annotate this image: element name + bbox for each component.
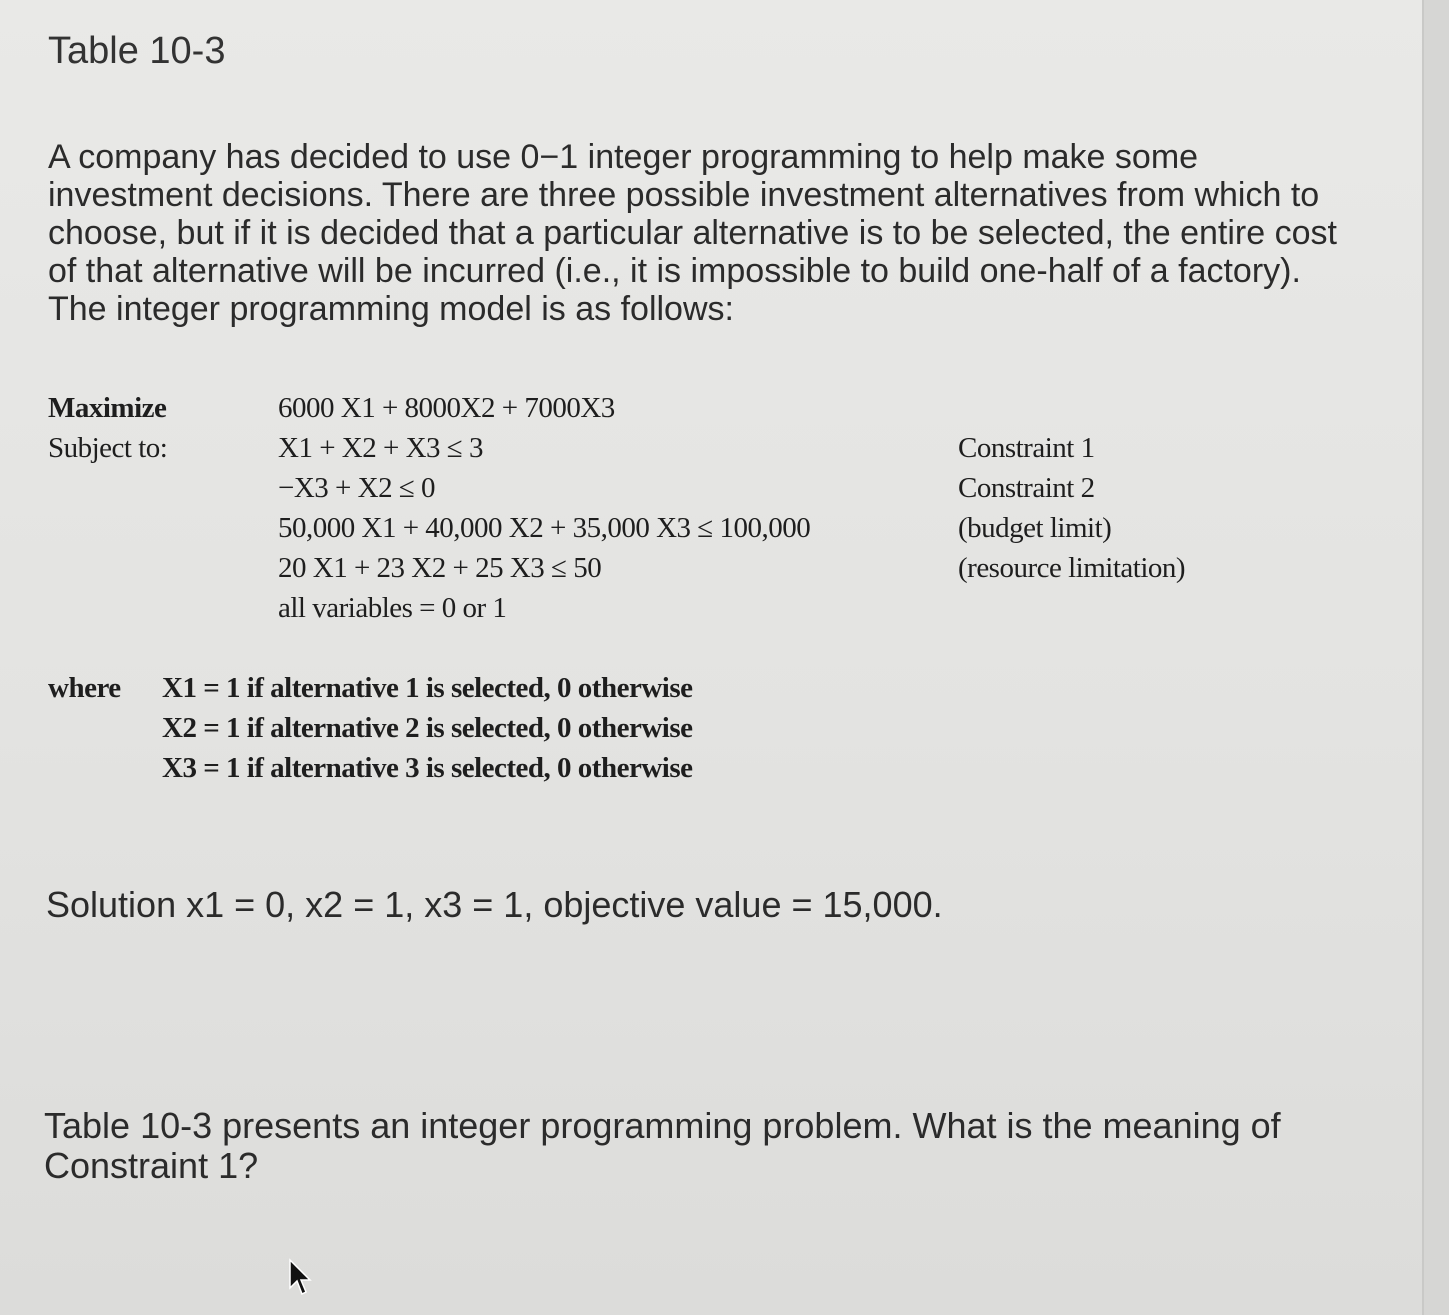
problem-description: A company has decided to use 0−1 integer programming to help make some investment decisions. There are three possible investment alternatives from which to choose, but if it is decided that a particular alternative is to be selected, the entire cost of that alternative will be incurred (i.e., it is impossible to build one-half of a factory). The integer programming model is as follows: (48, 138, 1337, 328)
subject-to-label: Subject to: (48, 432, 168, 464)
objective-function: 6000 X1 + 8000X2 + 7000X3 (278, 392, 615, 424)
page-edge-strip (1424, 0, 1449, 1315)
constraint-expression: 50,000 X1 + 40,000 X2 + 35,000 X3 ≤ 100,000 (278, 512, 811, 544)
constraint-expression: −X3 + X2 ≤ 0 (278, 472, 436, 504)
question-text: Table 10-3 presents an integer programming problem. What is the meaning of Constraint 1? (44, 1105, 1281, 1186)
constraint-note: Constraint 2 (958, 472, 1095, 504)
constraint-expression: all variables = 0 or 1 (278, 592, 507, 624)
constraint-expression: X1 + X2 + X3 ≤ 3 (278, 432, 483, 464)
constraint-note: (budget limit) (958, 512, 1112, 544)
constraint-note: Constraint 1 (958, 432, 1095, 464)
constraint-note: (resource limitation) (958, 552, 1186, 584)
where-label: where (48, 672, 121, 704)
solution-statement: Solution x1 = 0, x2 = 1, x3 = 1, objective value = 15,000. (46, 884, 943, 925)
variable-definition-text: X2 = 1 if alternative 2 is selected, 0 otherwise (162, 712, 693, 744)
mouse-pointer-icon (288, 1258, 312, 1298)
maximize-label: Maximize (48, 392, 167, 424)
constraint-expression: 20 X1 + 23 X2 + 25 X3 ≤ 50 (278, 552, 602, 584)
variable-definition-text: X3 = 1 if alternative 3 is selected, 0 otherwise (162, 752, 693, 784)
variable-definition-text: X1 = 1 if alternative 1 is selected, 0 otherwise (162, 672, 693, 704)
table-title: Table 10-3 (48, 30, 226, 72)
